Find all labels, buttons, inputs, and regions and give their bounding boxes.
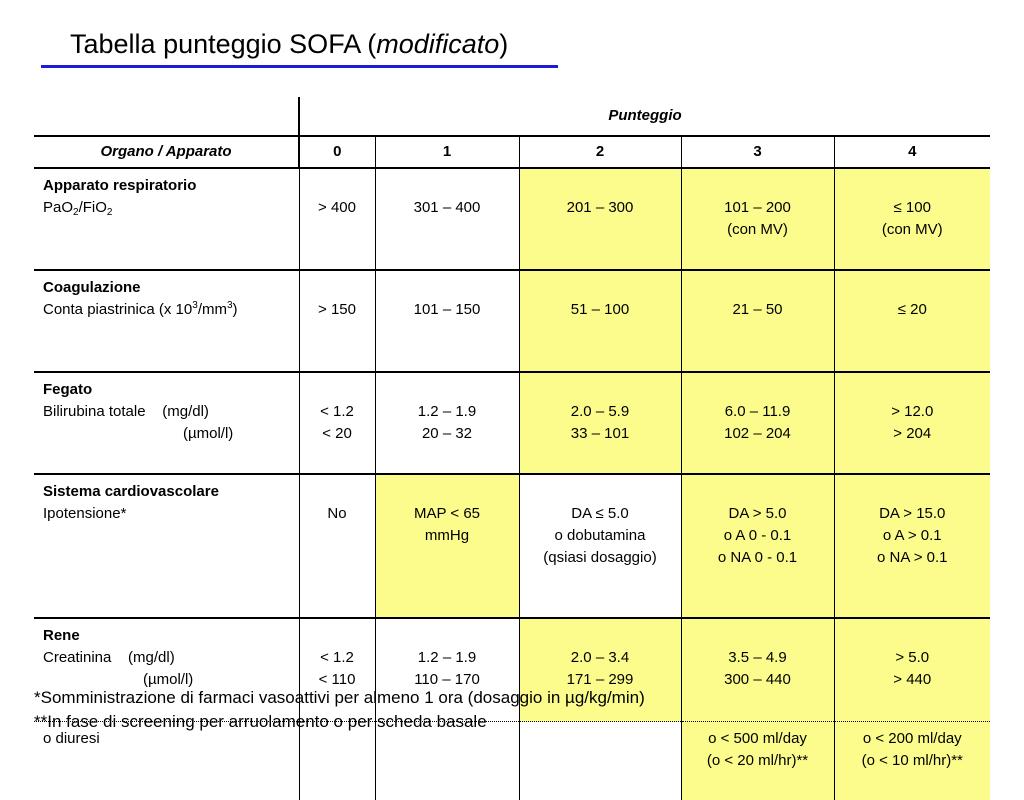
score-cell-highlighted: 2.0 – 3.4 171 – 299 — [519, 618, 681, 722]
footnotes — [34, 686, 645, 734]
organ-name: Apparato respiratorio — [43, 177, 196, 194]
score-header-2: 2 — [519, 136, 681, 168]
score-cell: 101 – 150 — [375, 270, 519, 372]
score-cell: > 400 — [299, 168, 375, 270]
table-row — [34, 474, 990, 618]
score-header-0: 0 — [299, 136, 375, 168]
score-cell: 301 – 400 — [375, 168, 519, 270]
footnote-vasoactive: *Somministrazione di farmaci vasoattivi per almeno 1 ora (dosaggio in µg/kg/min) — [34, 686, 645, 710]
score-cell-highlighted: MAP < 65 mmHg — [375, 474, 519, 618]
organ-name: Rene — [43, 627, 80, 644]
score-cell-highlighted: o < 200 ml/day (o < 10 ml/hr)** — [834, 722, 990, 800]
organ-name: Coagulazione — [43, 279, 141, 296]
table-row — [34, 372, 990, 474]
title-italic: modificato — [376, 29, 499, 59]
score-cell-highlighted: DA > 5.0 o A 0 - 0.1 o NA 0 - 0.1 — [681, 474, 834, 618]
empty-corner-cell — [34, 97, 299, 136]
organ-parameter-unit: (µmol/l) — [43, 669, 299, 691]
organ-parameter: Ipotensione* — [43, 503, 299, 525]
page-title — [70, 26, 508, 62]
table-header-row — [34, 136, 990, 168]
score-header-1: 1 — [375, 136, 519, 168]
score-cell-highlighted: 101 – 200 (con MV) — [681, 168, 834, 270]
score-cell-highlighted: > 12.0 > 204 — [834, 372, 990, 474]
organ-name: Sistema cardiovascolare — [43, 483, 219, 500]
score-cell-highlighted: 51 – 100 — [519, 270, 681, 372]
score-cell: DA ≤ 5.0 o dobutamina (qsiasi dosaggio) — [519, 474, 681, 618]
score-cell-highlighted: > 5.0 > 440 — [834, 618, 990, 722]
score-cell-highlighted: ≤ 20 — [834, 270, 990, 372]
score-cell: 1.2 – 1.9 110 – 170 — [375, 618, 519, 722]
organ-parameter: Conta piastrinica (x $10^3/mm^3$) — [43, 299, 299, 321]
title-underline — [41, 65, 558, 68]
organ-parameter: Bilirubina totale (mg/dl) — [43, 401, 299, 423]
organ-name: Fegato — [43, 381, 92, 398]
score-cell-highlighted: 21 – 50 — [681, 270, 834, 372]
score-header-4: 4 — [834, 136, 990, 168]
organ-label-respiratorio — [34, 168, 299, 270]
score-cell-highlighted: 2.0 – 5.9 33 – 101 — [519, 372, 681, 474]
score-cell-highlighted: DA > 15.0 o A > 0.1 o NA > 0.1 — [834, 474, 990, 618]
punteggio-header: Punteggio — [299, 97, 990, 136]
score-cell-highlighted: 201 – 300 — [519, 168, 681, 270]
score-cell: < 1.2 < 20 — [299, 372, 375, 474]
title-text: Tabella punteggio SOFA ( — [70, 29, 376, 59]
score-header-3: 3 — [681, 136, 834, 168]
title-close: ) — [499, 29, 508, 59]
score-cell: < 1.2 < 110 — [299, 618, 375, 722]
organ-parameter: o diuresi — [43, 728, 299, 750]
organ-label-coagulazione — [34, 270, 299, 372]
score-cell: > 150 — [299, 270, 375, 372]
table-group-header-row — [34, 97, 990, 136]
score-cell: No — [299, 474, 375, 618]
organ-label-fegato — [34, 372, 299, 474]
organ-parameter: PaO$_2$/FiO$_2$ — [43, 197, 299, 219]
organ-parameter: Creatinina (mg/dl) — [43, 647, 299, 669]
table-row — [34, 270, 990, 372]
score-cell-highlighted: 3.5 – 4.9 300 – 440 — [681, 618, 834, 722]
organ-column-header: Organo / Apparato — [34, 136, 299, 168]
score-cell-highlighted: 6.0 – 11.9 102 – 204 — [681, 372, 834, 474]
organ-parameter-unit: (µmol/l) — [43, 423, 299, 445]
footnote-screening: **In fase di screening per arruolamento o per scheda basale — [34, 710, 645, 734]
score-cell: 1.2 – 1.9 20 – 32 — [375, 372, 519, 474]
organ-label-cardiovascolare — [34, 474, 299, 618]
score-cell-highlighted: o < 500 ml/day (o < 20 ml/hr)** — [681, 722, 834, 800]
score-cell-highlighted: ≤ 100 (con MV) — [834, 168, 990, 270]
table-row — [34, 168, 990, 270]
